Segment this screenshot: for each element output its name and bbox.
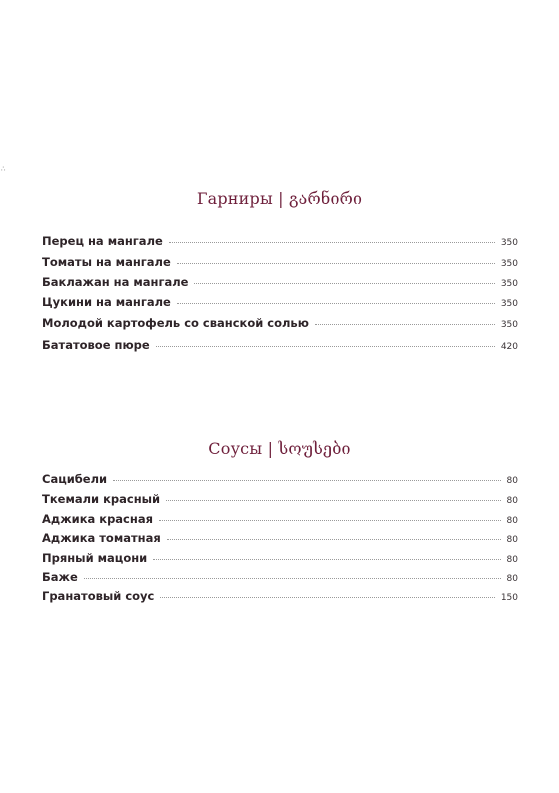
menu-item-price: 420: [500, 342, 518, 352]
section-title-garnishes: Гарниры | გარნირი: [196, 189, 363, 208]
menu-item: [42, 275, 518, 291]
dot-leader: [315, 323, 495, 325]
menu-item-name: Томаты на мангале: [42, 255, 171, 269]
dot-leader: [167, 538, 501, 540]
menu-item-name: Баже: [42, 570, 78, 584]
menu-item-price: 350: [500, 299, 518, 309]
menu-item-name: Пряный мацони: [42, 551, 148, 565]
menu-item-name: Аджика томатная: [42, 531, 161, 545]
section-title-sauces: Соусы | სოუსები: [208, 439, 351, 458]
menu-item: [42, 472, 518, 488]
menu-item: [42, 316, 518, 332]
dot-leader: [113, 479, 500, 481]
menu-item: [42, 492, 518, 508]
menu-item-name: Сацибели: [42, 472, 108, 486]
dot-leader: [159, 519, 501, 521]
menu-item-name: Баклажан на мангале: [42, 275, 189, 289]
menu-item: [42, 531, 518, 547]
menu-item: [42, 551, 518, 567]
dot-leader: [156, 345, 495, 347]
dot-leader: [177, 262, 495, 264]
dot-leader: [169, 241, 495, 243]
menu-item-price: 80: [506, 496, 518, 506]
menu-item: [42, 512, 518, 528]
menu-item-price: 80: [506, 574, 518, 584]
menu-item-name: Молодой картофель со сванской солью: [42, 316, 309, 330]
menu-item-name: Гранатовый соус: [42, 589, 155, 603]
menu-item-price: 350: [500, 238, 518, 248]
menu-item-price: 80: [506, 555, 518, 565]
dot-leader: [177, 302, 495, 304]
margin-mark: ∴: [1, 165, 6, 173]
menu-item: [42, 338, 518, 354]
menu-item-price: 350: [500, 279, 518, 289]
menu-item-name: Перец на мангале: [42, 234, 163, 248]
dot-leader: [84, 577, 501, 579]
menu-item-price: 80: [506, 535, 518, 545]
dot-leader: [194, 282, 494, 284]
menu-item-price: 350: [500, 320, 518, 330]
menu-item-name: Аджика красная: [42, 512, 153, 526]
menu-item-name: Бататовое пюре: [42, 338, 150, 352]
dot-leader: [166, 499, 500, 501]
menu-item: [42, 295, 518, 311]
menu-item-price: 350: [500, 259, 518, 269]
menu-item-price: 80: [506, 476, 518, 486]
menu-item-name: Ткемали красный: [42, 492, 161, 506]
dot-leader: [160, 596, 494, 598]
menu-item-price: 80: [506, 516, 518, 526]
menu-item: [42, 234, 518, 250]
menu-item-price: 150: [500, 593, 518, 603]
menu-item: [42, 570, 518, 586]
dot-leader: [153, 558, 500, 560]
menu-item: [42, 255, 518, 271]
menu-item-name: Цукини на мангале: [42, 295, 171, 309]
menu-item: [42, 589, 518, 605]
